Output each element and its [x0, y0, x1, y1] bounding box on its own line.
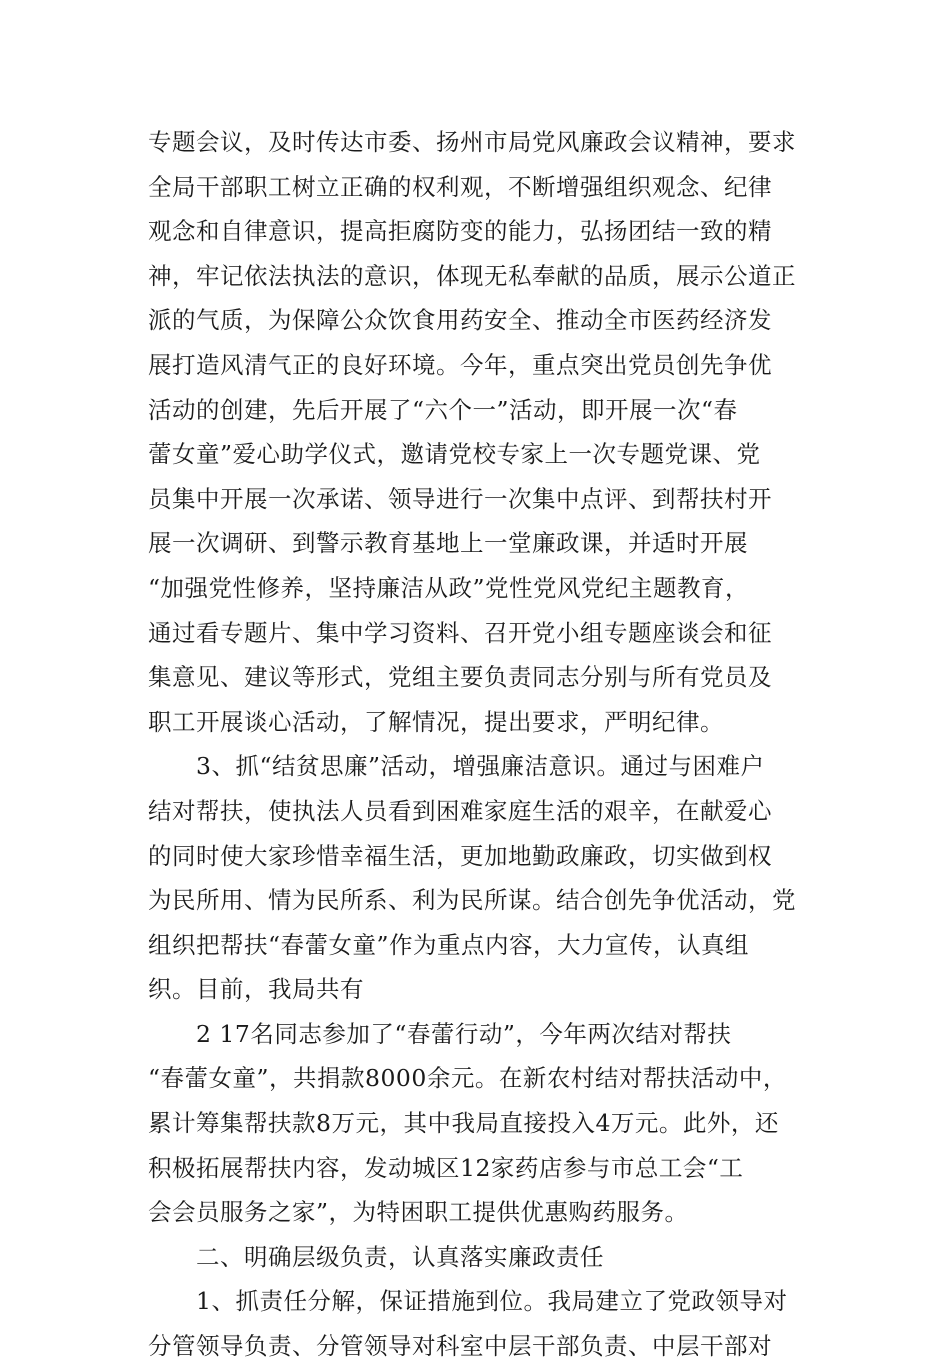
text-line: 职工开展谈心活动，了解情况，提出要求，严明纪律。 — [148, 707, 724, 736]
text-line: 分管领导负责、分管领导对科室中层干部负责、中层干部对 — [148, 1332, 772, 1361]
paragraph-start-line: 1、抓责任分解，保证措施到位。我局建立了党政领导对 — [196, 1287, 788, 1316]
text-line: 展打造风清气正的良好环境。今年，重点突出党员创先争优 — [148, 350, 772, 379]
text-line: 积极拓展帮扶内容，发动城区12家药店参与市总工会“工 — [148, 1153, 744, 1182]
text-line: 集意见、建议等形式，党组主要负责同志分别与所有党员及 — [148, 663, 772, 692]
text-line: 通过看专题片、集中学习资料、召开党小组专题座谈会和征 — [148, 618, 772, 647]
paragraph-start-line: 2 17名同志参加了“春蕾行动”，今年两次结对帮扶 — [196, 1019, 732, 1048]
text-line: 结对帮扶，使执法人员看到困难家庭生活的艰辛，在献爱心 — [148, 796, 772, 825]
text-line: 员集中开展一次承诺、领导进行一次集中点评、到帮扶村开 — [148, 484, 772, 513]
text-line: 派的气质，为保障公众饮食用药安全、推动全市医药经济发 — [148, 306, 772, 335]
text-line: 为民所用、情为民所系、利为民所谋。结合创先争优活动，党 — [148, 886, 796, 915]
text-line: 观念和自律意识，提高拒腐防变的能力，弘扬团结一致的精 — [148, 217, 772, 246]
text-line: 组织把帮扶“春蕾女童”作为重点内容，大力宣传，认真组 — [148, 930, 750, 959]
text-line: 专题会议，及时传达市委、扬州市局党风廉政会议精神，要求 — [148, 128, 796, 156]
text-line: 全局干部职工树立正确的权利观，不断增强组织观念、纪律 — [148, 172, 772, 201]
text-line: “加强党性修养，坚持廉洁从政”党性党风党纪主题教育， — [148, 573, 750, 602]
text-line: 神，牢记依法执法的意识，体现无私奉献的品质，展示公道正 — [148, 261, 796, 290]
paragraph-start-line: 3、抓“结贫思廉”活动，增强廉洁意识。通过与困难户 — [196, 752, 765, 781]
text-line: 织。目前，我局共有 — [148, 975, 364, 1004]
text-line: 展一次调研、到警示教育基地上一堂廉政课，并适时开展 — [148, 529, 748, 558]
text-line: 的同时使大家珍惜幸福生活，更加地勤政廉政，切实做到权 — [148, 841, 772, 870]
text-line: 蕾女童”爱心助学仪式，邀请党校专家上一次专题党课、党 — [148, 440, 761, 469]
text-line: 累计筹集帮扶款8万元，其中我局直接投入4万元。此外，还 — [148, 1109, 779, 1138]
text-line: 会会员服务之家”，为特困职工提供优惠购药服务。 — [148, 1198, 689, 1227]
text-line: “春蕾女童”，共捐款8000余元。在新农村结对帮扶活动中， — [148, 1064, 787, 1093]
section-heading: 二、明确层级负责，认真落实廉政责任 — [196, 1242, 604, 1271]
document-body — [148, 120, 818, 1369]
text-line: 活动的创建，先后开展了“六个一”活动，即开展一次“春 — [148, 395, 738, 424]
